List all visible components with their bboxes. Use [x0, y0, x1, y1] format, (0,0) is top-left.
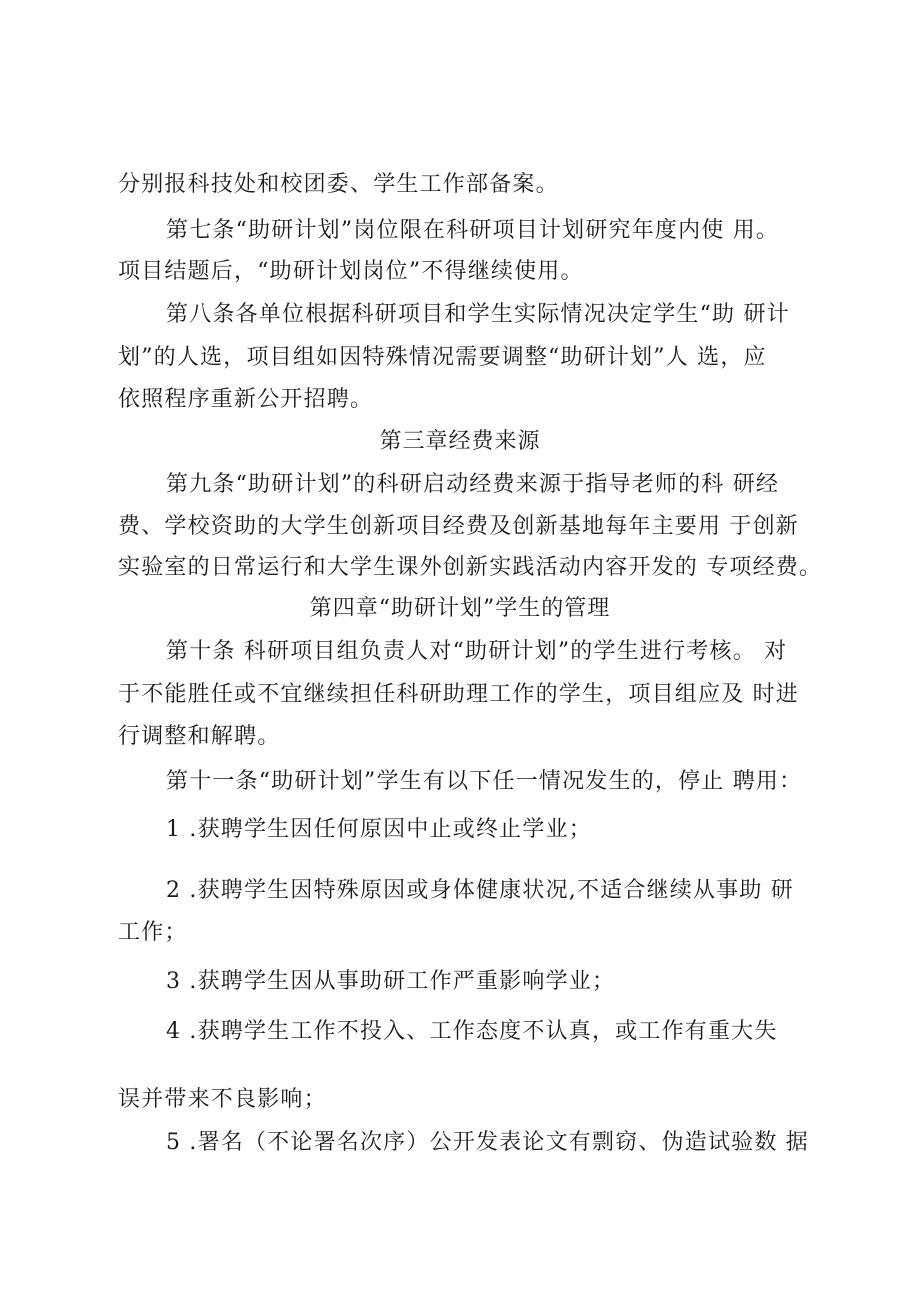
text-line: 误并带来不良影响； [118, 1087, 327, 1112]
article-10-text: 第十条 科研项目组负责人对“助研计划”的学生进行考核。 对 [166, 639, 788, 664]
text-line: 项目结题后，“助研计划岗位”不得继续使用。 [118, 259, 584, 284]
list-item-3: 3 .获聘学生因从事助研工作严重影响学业； [166, 969, 616, 994]
list-item-4: 4 .获聘学生工作不投入、工作态度不认真，或工作有重大失 [166, 1019, 778, 1044]
text-line: 分别报科技处和校团委、学生工作部备案。 [118, 172, 559, 197]
article-7-text: 第七条“助研计划”岗位限在科研项目计划研究年度内使 用。 [166, 218, 780, 243]
text-line: 行调整和解聘。 [118, 724, 281, 749]
text-line: 实验室的日常运行和大学生课外创新实践活动内容开发的 专项经费。 [118, 555, 823, 580]
text-line: 于不能胜任或不宜继续担任科研助理工作的学生，项目组应及 时进 [118, 682, 799, 707]
text-line: 依照程序重新公开招聘。 [118, 387, 374, 412]
article-11-text: 第十一条“助研计划”学生有以下任一情况发生的，停止 聘用： [166, 769, 803, 794]
list-item-5: 5 .署名（不论署名次序）公开发表论文有剽窃、伪造试验数 据 [166, 1130, 809, 1155]
text-line: 工作； [118, 920, 188, 945]
list-item-2: 2 .获聘学生因特殊原因或身体健康状况,不适合继续从事助 研 [166, 878, 794, 903]
chapter-4-heading: 第四章“助研计划”学生的管理 [309, 596, 611, 621]
text-line: 费、学校资助的大学生创新项目经费及创新基地每年主要用 于创新 [118, 514, 799, 539]
article-9-text: 第九条“助研计划”的科研启动经费来源于指导老师的科 研经 [166, 472, 780, 497]
text-line: 划”的人选，项目组如因特殊情况需要调整“助研计划”人 选，应 [118, 345, 767, 370]
article-8-text: 第八条各单位根据科研项目和学生实际情况决定学生“助 研计 [166, 302, 790, 327]
chapter-3-heading: 第三章经费来源 [379, 429, 541, 454]
list-item-1: 1 .获聘学生因任何原因中止或终止学业； [166, 817, 592, 842]
